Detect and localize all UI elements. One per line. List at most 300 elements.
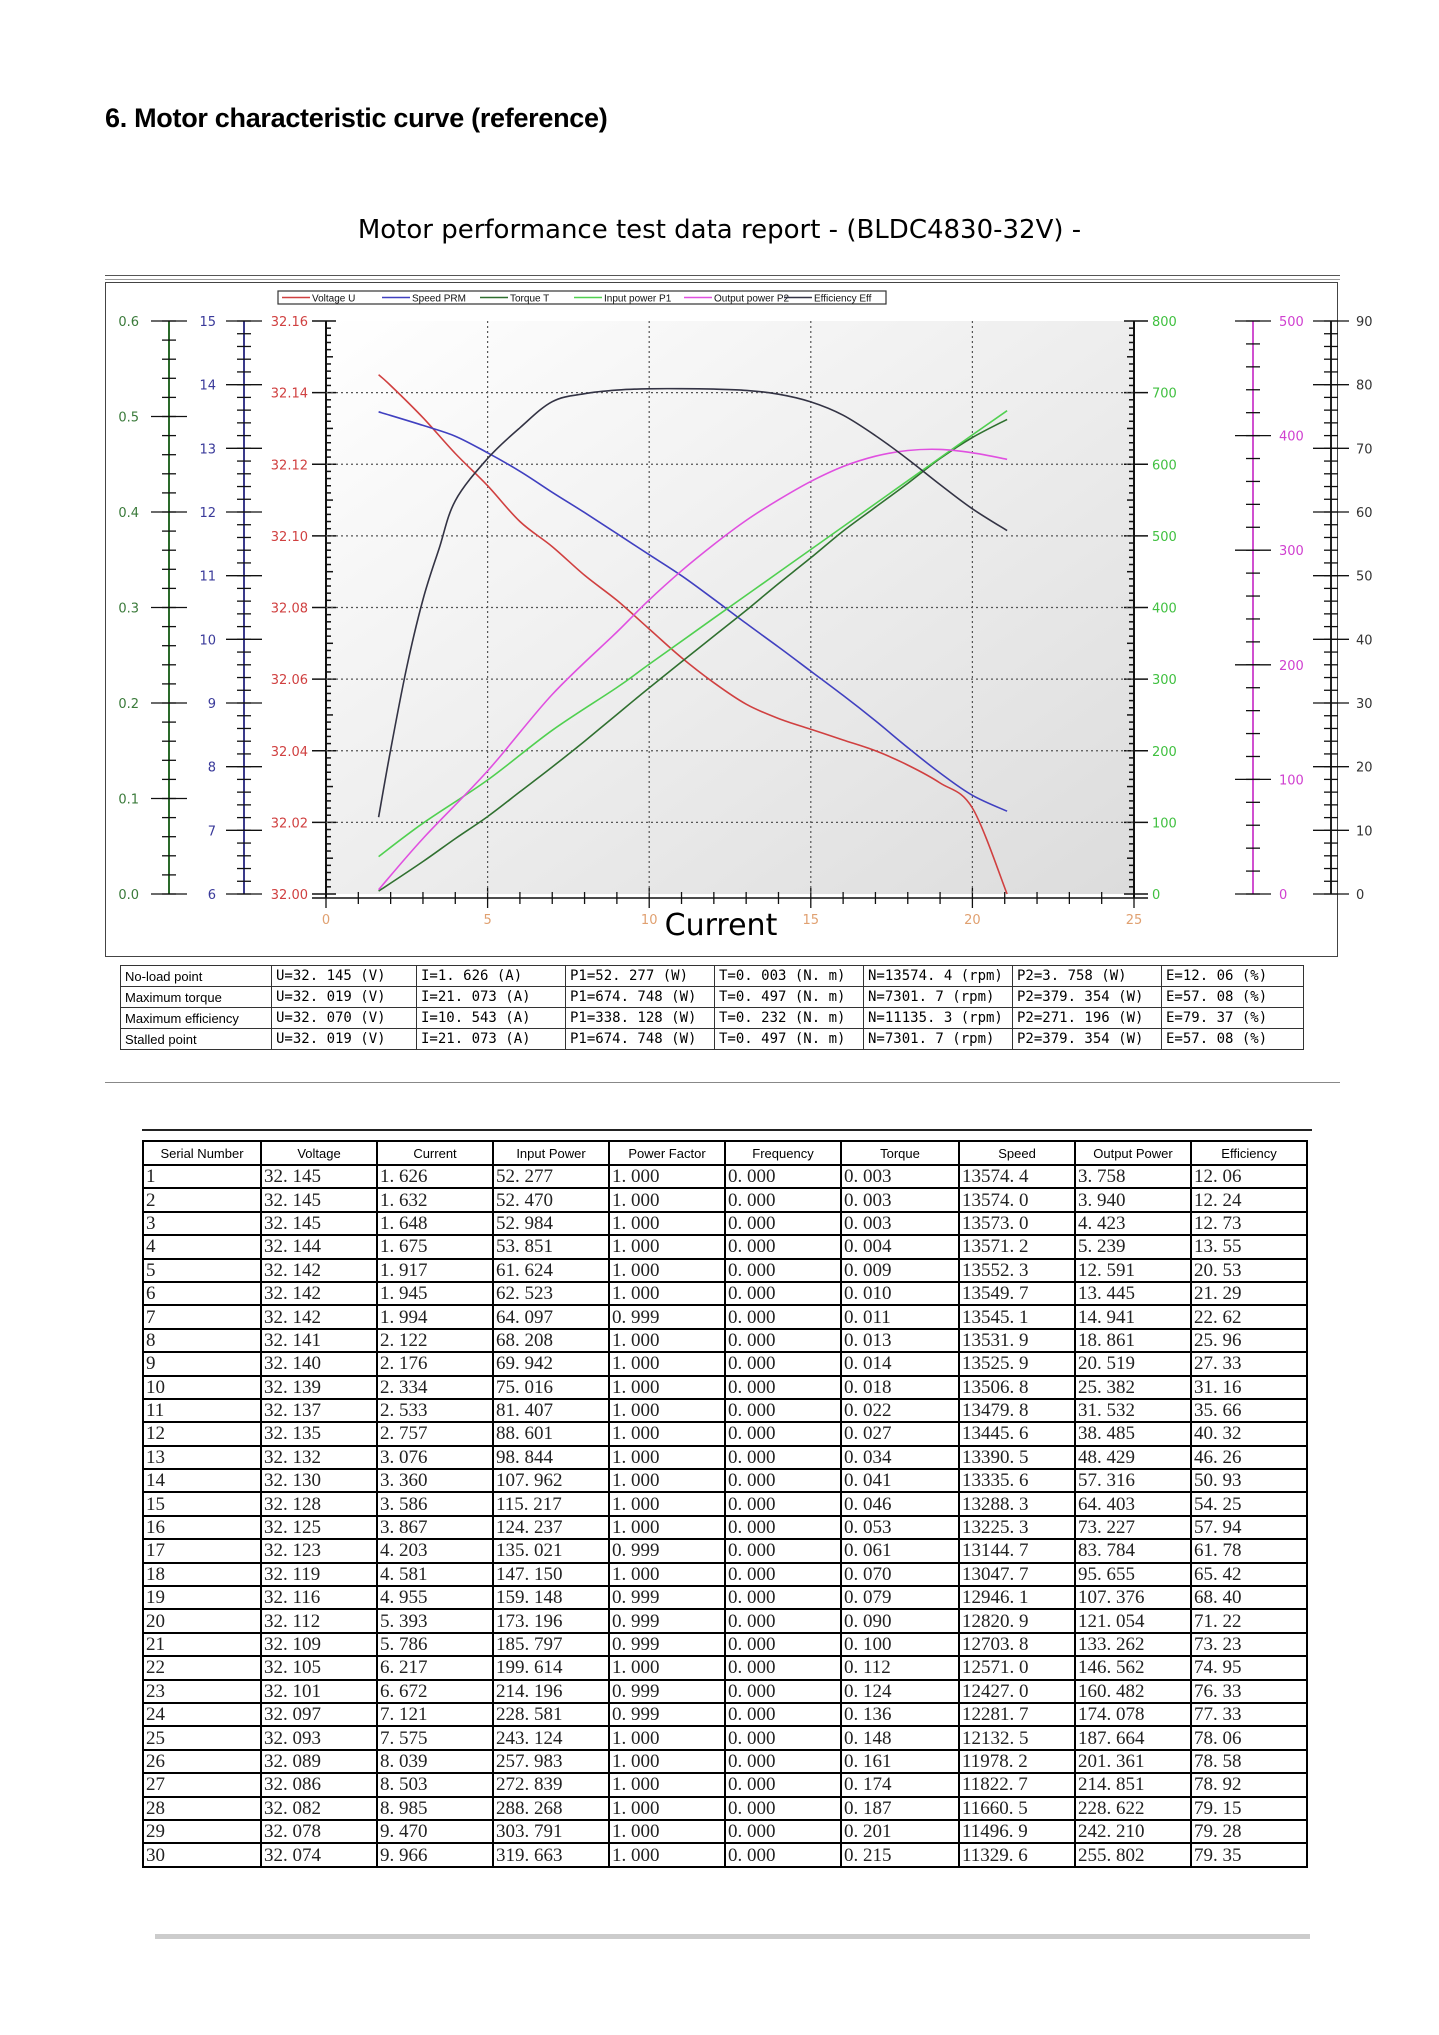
table-cell: 13525. 9 xyxy=(959,1352,1075,1375)
summary-row xyxy=(121,987,1304,1008)
table-cell: 0. 000 xyxy=(725,1609,841,1632)
table-cell: 52. 984 xyxy=(493,1212,609,1235)
table-cell: 272. 839 xyxy=(493,1773,609,1796)
table-cell: 11 xyxy=(143,1399,261,1422)
table-cell: 12820. 9 xyxy=(959,1609,1075,1632)
summary-cell-i: I=21. 073 (A) xyxy=(417,987,566,1008)
table-cell: 0. 000 xyxy=(725,1165,841,1188)
table-cell: 0. 000 xyxy=(725,1188,841,1211)
table-cell: 74. 95 xyxy=(1191,1656,1307,1679)
table-cell: 32. 125 xyxy=(261,1516,377,1539)
table-cell: 32. 140 xyxy=(261,1352,377,1375)
table-cell: 78. 06 xyxy=(1191,1726,1307,1749)
table-cell: 0. 014 xyxy=(841,1352,959,1375)
summary-cell-p1: P1=52. 277 (W) xyxy=(566,966,715,987)
torque-tick-label: 0.6 xyxy=(118,315,139,330)
table-cell: 12. 24 xyxy=(1191,1188,1307,1211)
table-cell: 8. 039 xyxy=(377,1750,493,1773)
table-cell: 1. 648 xyxy=(377,1212,493,1235)
table-cell: 0. 000 xyxy=(725,1797,841,1820)
speed-tick-label: 10 xyxy=(199,633,216,649)
summary-cell-p2: P2=379. 354 (W) xyxy=(1013,1029,1162,1050)
table-row xyxy=(143,1305,1307,1328)
output-power-tick-label: 0 xyxy=(1279,888,1288,903)
table-cell: 1. 000 xyxy=(609,1656,725,1679)
table-cell: 133. 262 xyxy=(1075,1633,1191,1656)
table-cell: 0. 000 xyxy=(725,1492,841,1515)
table-cell: 21. 29 xyxy=(1191,1282,1307,1305)
summary-cell-p2: P2=379. 354 (W) xyxy=(1013,987,1162,1008)
speed-tick-label: 13 xyxy=(199,442,216,458)
voltage-tick-label: 32.00 xyxy=(270,888,308,903)
column-header: Speed xyxy=(959,1141,1075,1165)
table-cell: 0. 079 xyxy=(841,1586,959,1609)
table-cell: 0. 041 xyxy=(841,1469,959,1492)
table-scroll-edge xyxy=(155,1934,1310,1939)
table-cell: 15 xyxy=(143,1492,261,1515)
table-cell: 2. 757 xyxy=(377,1422,493,1445)
summary-cell-t: T=0. 497 (N. m) xyxy=(715,987,864,1008)
table-cell: 0. 046 xyxy=(841,1492,959,1515)
table-cell: 22. 62 xyxy=(1191,1305,1307,1328)
table-row xyxy=(143,1329,1307,1352)
table-cell: 13479. 8 xyxy=(959,1399,1075,1422)
top-divider xyxy=(105,275,1340,276)
table-cell: 54. 25 xyxy=(1191,1492,1307,1515)
table-cell: 0. 000 xyxy=(725,1750,841,1773)
summary-cell-t: T=0. 003 (N. m) xyxy=(715,966,864,987)
efficiency-tick-label: 40 xyxy=(1356,633,1373,649)
table-cell: 32. 130 xyxy=(261,1469,377,1492)
table-cell: 2. 334 xyxy=(377,1376,493,1399)
efficiency-tick-label: 50 xyxy=(1356,569,1373,585)
table-cell: 13506. 8 xyxy=(959,1376,1075,1399)
table-cell: 121. 054 xyxy=(1075,1609,1191,1632)
table-cell: 0. 004 xyxy=(841,1235,959,1258)
table-cell: 319. 663 xyxy=(493,1843,609,1866)
table-cell: 88. 601 xyxy=(493,1422,609,1445)
summary-cell-u: U=32. 145 (V) xyxy=(272,966,417,987)
table-cell: 32. 119 xyxy=(261,1563,377,1586)
table-cell: 8. 985 xyxy=(377,1797,493,1820)
table-cell: 0. 000 xyxy=(725,1820,841,1843)
table-cell: 64. 403 xyxy=(1075,1492,1191,1515)
performance-chart xyxy=(106,283,1373,956)
table-cell: 242. 210 xyxy=(1075,1820,1191,1843)
table-cell: 57. 94 xyxy=(1191,1516,1307,1539)
table-cell: 12281. 7 xyxy=(959,1703,1075,1726)
summary-row xyxy=(121,1008,1304,1029)
table-cell: 32. 145 xyxy=(261,1188,377,1211)
table-cell: 13390. 5 xyxy=(959,1446,1075,1469)
summary-cell-t: T=0. 497 (N. m) xyxy=(715,1029,864,1050)
table-cell: 50. 93 xyxy=(1191,1469,1307,1492)
table-cell: 1. 000 xyxy=(609,1188,725,1211)
legend-label: Torque T xyxy=(510,293,550,305)
table-row xyxy=(143,1259,1307,1282)
table-cell: 0. 999 xyxy=(609,1633,725,1656)
table-row xyxy=(143,1492,1307,1515)
summary-divider xyxy=(105,1082,1340,1083)
table-cell: 13574. 0 xyxy=(959,1188,1075,1211)
output-power-tick-label: 500 xyxy=(1279,315,1304,330)
torque-tick-label: 0.2 xyxy=(118,697,139,712)
table-cell: 1. 000 xyxy=(609,1422,725,1445)
table-cell: 1 xyxy=(143,1165,261,1188)
table-cell: 0. 100 xyxy=(841,1633,959,1656)
table-cell: 32. 123 xyxy=(261,1539,377,1562)
table-cell: 29 xyxy=(143,1820,261,1843)
table-cell: 14 xyxy=(143,1469,261,1492)
table-cell: 0. 000 xyxy=(725,1212,841,1235)
table-row xyxy=(143,1539,1307,1562)
x-tick-label: 25 xyxy=(1125,913,1143,928)
summary-row xyxy=(121,966,1304,987)
efficiency-tick-label: 90 xyxy=(1356,315,1373,330)
table-cell: 4. 423 xyxy=(1075,1212,1191,1235)
table-cell: 160. 482 xyxy=(1075,1680,1191,1703)
table-cell: 0. 000 xyxy=(725,1399,841,1422)
table-cell: 32. 074 xyxy=(261,1843,377,1866)
table-cell: 1. 000 xyxy=(609,1726,725,1749)
table-cell: 32. 093 xyxy=(261,1726,377,1749)
table-cell: 14. 941 xyxy=(1075,1305,1191,1328)
table-cell: 73. 227 xyxy=(1075,1516,1191,1539)
table-cell: 32. 112 xyxy=(261,1609,377,1632)
output-power-tick-label: 300 xyxy=(1279,544,1304,560)
output-power-tick-label: 200 xyxy=(1279,658,1304,674)
table-cell: 4. 581 xyxy=(377,1563,493,1586)
summary-cell-p1: P1=674. 748 (W) xyxy=(566,1029,715,1050)
input-power-tick-label: 300 xyxy=(1152,673,1177,689)
voltage-tick-label: 32.06 xyxy=(270,673,308,689)
table-cell: 1. 000 xyxy=(609,1820,725,1843)
table-cell: 13445. 6 xyxy=(959,1422,1075,1445)
efficiency-tick-label: 0 xyxy=(1356,888,1365,903)
table-cell: 98. 844 xyxy=(493,1446,609,1469)
table-cell: 7. 121 xyxy=(377,1703,493,1726)
table-cell: 1. 632 xyxy=(377,1188,493,1211)
table-cell: 0. 000 xyxy=(725,1446,841,1469)
section-title: 6. Motor characteristic curve (reference) xyxy=(105,103,608,133)
table-cell: 18. 861 xyxy=(1075,1329,1191,1352)
table-cell: 147. 150 xyxy=(493,1563,609,1586)
table-cell: 0. 000 xyxy=(725,1726,841,1749)
table-cell: 7 xyxy=(143,1305,261,1328)
table-cell: 8 xyxy=(143,1329,261,1352)
table-row xyxy=(143,1422,1307,1445)
table-cell: 32. 141 xyxy=(261,1329,377,1352)
table-cell: 11329. 6 xyxy=(959,1843,1075,1866)
table-cell: 0. 000 xyxy=(725,1469,841,1492)
summary-row-label: Maximum efficiency xyxy=(121,1008,272,1029)
table-cell: 228. 581 xyxy=(493,1703,609,1726)
table-cell: 124. 237 xyxy=(493,1516,609,1539)
speed-tick-label: 14 xyxy=(199,378,216,394)
table-cell: 32. 132 xyxy=(261,1446,377,1469)
table-cell: 12946. 1 xyxy=(959,1586,1075,1609)
table-cell: 5. 786 xyxy=(377,1633,493,1656)
x-tick-label: 5 xyxy=(483,913,492,928)
table-cell: 0. 000 xyxy=(725,1282,841,1305)
table-cell: 3 xyxy=(143,1212,261,1235)
torque-tick-label: 0.0 xyxy=(118,888,139,903)
table-cell: 1. 000 xyxy=(609,1843,725,1866)
table-row xyxy=(143,1773,1307,1796)
table-cell: 21 xyxy=(143,1633,261,1656)
legend-label: Voltage U xyxy=(312,293,356,305)
summary-cell-p1: P1=674. 748 (W) xyxy=(566,987,715,1008)
table-cell: 0. 000 xyxy=(725,1305,841,1328)
table-cell: 0. 136 xyxy=(841,1703,959,1726)
table-cell: 0. 003 xyxy=(841,1188,959,1211)
efficiency-tick-label: 60 xyxy=(1356,506,1373,521)
table-cell: 0. 201 xyxy=(841,1820,959,1843)
speed-tick-label: 8 xyxy=(207,760,216,776)
table-cell: 18 xyxy=(143,1563,261,1586)
table-cell: 46. 26 xyxy=(1191,1446,1307,1469)
table-cell: 0. 022 xyxy=(841,1399,959,1422)
table-cell: 303. 791 xyxy=(493,1820,609,1843)
table-cell: 32. 086 xyxy=(261,1773,377,1796)
table-cell: 12. 06 xyxy=(1191,1165,1307,1188)
table-cell: 78. 92 xyxy=(1191,1773,1307,1796)
table-cell: 159. 148 xyxy=(493,1586,609,1609)
table-row xyxy=(143,1633,1307,1656)
summary-row-label: Maximum torque xyxy=(121,987,272,1008)
table-cell: 1. 000 xyxy=(609,1399,725,1422)
table-row xyxy=(143,1843,1307,1866)
table-cell: 214. 851 xyxy=(1075,1773,1191,1796)
table-cell: 4. 955 xyxy=(377,1586,493,1609)
table-cell: 13. 55 xyxy=(1191,1235,1307,1258)
table-cell: 81. 407 xyxy=(493,1399,609,1422)
table-cell: 32. 097 xyxy=(261,1703,377,1726)
table-cell: 68. 208 xyxy=(493,1329,609,1352)
table-cell: 0. 000 xyxy=(725,1656,841,1679)
table-cell: 185. 797 xyxy=(493,1633,609,1656)
report-title: Motor performance test data report - (BLDC4830-32V) - xyxy=(357,215,1082,245)
voltage-tick-label: 32.16 xyxy=(270,315,308,330)
table-cell: 1. 000 xyxy=(609,1492,725,1515)
input-power-tick-label: 700 xyxy=(1152,386,1177,402)
table-cell: 1. 000 xyxy=(609,1563,725,1586)
table-cell: 12132. 5 xyxy=(959,1726,1075,1749)
table-header-row xyxy=(143,1141,1307,1165)
table-row xyxy=(143,1680,1307,1703)
table-cell: 3. 758 xyxy=(1075,1165,1191,1188)
torque-tick-label: 0.1 xyxy=(118,792,139,808)
table-row xyxy=(143,1399,1307,1422)
table-cell: 32. 078 xyxy=(261,1820,377,1843)
table-cell: 27 xyxy=(143,1773,261,1796)
input-power-tick-label: 500 xyxy=(1152,529,1177,545)
table-cell: 32. 144 xyxy=(261,1235,377,1258)
efficiency-tick-label: 20 xyxy=(1356,760,1373,776)
summary-cell-n: N=7301. 7 (rpm) xyxy=(864,987,1013,1008)
table-cell: 13225. 3 xyxy=(959,1516,1075,1539)
table-cell: 9. 470 xyxy=(377,1820,493,1843)
table-cell: 3. 076 xyxy=(377,1446,493,1469)
table-row xyxy=(143,1703,1307,1726)
table-row xyxy=(143,1165,1307,1188)
table-cell: 25. 382 xyxy=(1075,1376,1191,1399)
table-cell: 0. 215 xyxy=(841,1843,959,1866)
table-cell: 0. 124 xyxy=(841,1680,959,1703)
table-cell: 257. 983 xyxy=(493,1750,609,1773)
table-cell: 79. 15 xyxy=(1191,1797,1307,1820)
voltage-tick-label: 32.02 xyxy=(270,816,308,832)
table-cell: 0. 027 xyxy=(841,1422,959,1445)
summary-row-label: Stalled point xyxy=(121,1029,272,1050)
table-cell: 0. 011 xyxy=(841,1305,959,1328)
table-cell: 4. 203 xyxy=(377,1539,493,1562)
table-cell: 1. 000 xyxy=(609,1329,725,1352)
table-cell: 0. 999 xyxy=(609,1609,725,1632)
table-cell: 0. 999 xyxy=(609,1680,725,1703)
table-cell: 25. 96 xyxy=(1191,1329,1307,1352)
table-row xyxy=(143,1586,1307,1609)
table-cell: 201. 361 xyxy=(1075,1750,1191,1773)
summary-cell-p2: P2=271. 196 (W) xyxy=(1013,1008,1162,1029)
legend-label: Input power P1 xyxy=(604,293,672,305)
table-cell: 16 xyxy=(143,1516,261,1539)
table-cell: 13545. 1 xyxy=(959,1305,1075,1328)
table-cell: 12. 591 xyxy=(1075,1259,1191,1282)
table-cell: 1. 626 xyxy=(377,1165,493,1188)
table-cell: 13. 445 xyxy=(1075,1282,1191,1305)
input-power-tick-label: 800 xyxy=(1152,315,1177,330)
voltage-tick-label: 32.08 xyxy=(270,601,308,617)
table-cell: 12703. 8 xyxy=(959,1633,1075,1656)
table-cell: 0. 000 xyxy=(725,1235,841,1258)
table-cell: 1. 994 xyxy=(377,1305,493,1328)
table-cell: 2. 122 xyxy=(377,1329,493,1352)
legend-label: Speed PRM xyxy=(412,293,466,305)
table-cell: 0. 000 xyxy=(725,1586,841,1609)
table-cell: 31. 16 xyxy=(1191,1376,1307,1399)
table-row xyxy=(143,1376,1307,1399)
table-cell: 107. 376 xyxy=(1075,1586,1191,1609)
table-cell: 0. 018 xyxy=(841,1376,959,1399)
table-cell: 3. 586 xyxy=(377,1492,493,1515)
chart-frame xyxy=(105,282,1373,957)
table-cell: 0. 000 xyxy=(725,1376,841,1399)
table-cell: 17 xyxy=(143,1539,261,1562)
table-cell: 32. 142 xyxy=(261,1305,377,1328)
table-cell: 0. 000 xyxy=(725,1563,841,1586)
summary-cell-i: I=10. 543 (A) xyxy=(417,1008,566,1029)
speed-tick-label: 7 xyxy=(207,824,216,840)
table-cell: 13574. 4 xyxy=(959,1165,1075,1188)
efficiency-tick-label: 30 xyxy=(1356,697,1373,712)
table-cell: 2 xyxy=(143,1188,261,1211)
table-row xyxy=(143,1282,1307,1305)
column-header: Current xyxy=(377,1141,493,1165)
table-cell: 32. 082 xyxy=(261,1797,377,1820)
table-cell: 27. 33 xyxy=(1191,1352,1307,1375)
summary-row-label: No-load point xyxy=(121,966,272,987)
column-header: Frequency xyxy=(725,1141,841,1165)
torque-tick-label: 0.3 xyxy=(118,601,139,617)
table-cell: 48. 429 xyxy=(1075,1446,1191,1469)
table-cell: 0. 999 xyxy=(609,1305,725,1328)
table-cell: 255. 802 xyxy=(1075,1843,1191,1866)
table-cell: 19 xyxy=(143,1586,261,1609)
efficiency-tick-label: 10 xyxy=(1356,824,1373,840)
table-cell: 69. 942 xyxy=(493,1352,609,1375)
summary-cell-i: I=1. 626 (A) xyxy=(417,966,566,987)
table-cell: 7. 575 xyxy=(377,1726,493,1749)
efficiency-tick-label: 80 xyxy=(1356,378,1373,394)
table-row xyxy=(143,1726,1307,1749)
summary-cell-p1: P1=338. 128 (W) xyxy=(566,1008,715,1029)
table-cell: 13 xyxy=(143,1446,261,1469)
table-cell: 65. 42 xyxy=(1191,1563,1307,1586)
table-cell: 32. 101 xyxy=(261,1680,377,1703)
table-cell: 64. 097 xyxy=(493,1305,609,1328)
table-cell: 79. 35 xyxy=(1191,1843,1307,1866)
input-power-tick-label: 200 xyxy=(1152,744,1177,760)
table-cell: 1. 945 xyxy=(377,1282,493,1305)
table-row xyxy=(143,1212,1307,1235)
table-cell: 1. 000 xyxy=(609,1259,725,1282)
table-cell: 6. 672 xyxy=(377,1680,493,1703)
table-cell: 0. 000 xyxy=(725,1680,841,1703)
summary-cell-n: N=13574. 4 (rpm) xyxy=(864,966,1013,987)
table-cell: 0. 999 xyxy=(609,1703,725,1726)
table-row xyxy=(143,1469,1307,1492)
table-cell: 13573. 0 xyxy=(959,1212,1075,1235)
table-cell: 11978. 2 xyxy=(959,1750,1075,1773)
table-cell: 79. 28 xyxy=(1191,1820,1307,1843)
table-cell: 214. 196 xyxy=(493,1680,609,1703)
table-cell: 61. 78 xyxy=(1191,1539,1307,1562)
table-cell: 1. 000 xyxy=(609,1376,725,1399)
table-cell: 0. 003 xyxy=(841,1212,959,1235)
column-header: Power Factor xyxy=(609,1141,725,1165)
table-cell: 0. 000 xyxy=(725,1633,841,1656)
summary-cell-t: T=0. 232 (N. m) xyxy=(715,1008,864,1029)
column-header: Input Power xyxy=(493,1141,609,1165)
table-cell: 32. 089 xyxy=(261,1750,377,1773)
table-cell: 3. 867 xyxy=(377,1516,493,1539)
table-cell: 13571. 2 xyxy=(959,1235,1075,1258)
table-cell: 1. 000 xyxy=(609,1165,725,1188)
summary-cell-e: E=12. 06 (%) xyxy=(1162,966,1304,987)
table-cell: 32. 105 xyxy=(261,1656,377,1679)
table-cell: 1. 000 xyxy=(609,1750,725,1773)
table-row xyxy=(143,1656,1307,1679)
summary-cell-u: U=32. 070 (V) xyxy=(272,1008,417,1029)
table-cell: 68. 40 xyxy=(1191,1586,1307,1609)
table-cell: 0. 034 xyxy=(841,1446,959,1469)
output-power-tick-label: 100 xyxy=(1279,773,1304,789)
table-cell: 173. 196 xyxy=(493,1609,609,1632)
table-cell: 1. 000 xyxy=(609,1516,725,1539)
table-cell: 20 xyxy=(143,1609,261,1632)
table-cell: 1. 917 xyxy=(377,1259,493,1282)
table-cell: 12427. 0 xyxy=(959,1680,1075,1703)
table-row xyxy=(143,1797,1307,1820)
table-cell: 73. 23 xyxy=(1191,1633,1307,1656)
table-cell: 53. 851 xyxy=(493,1235,609,1258)
table-cell: 71. 22 xyxy=(1191,1609,1307,1632)
table-cell: 0. 999 xyxy=(609,1586,725,1609)
table-cell: 0. 187 xyxy=(841,1797,959,1820)
table-cell: 62. 523 xyxy=(493,1282,609,1305)
table-cell: 28 xyxy=(143,1797,261,1820)
